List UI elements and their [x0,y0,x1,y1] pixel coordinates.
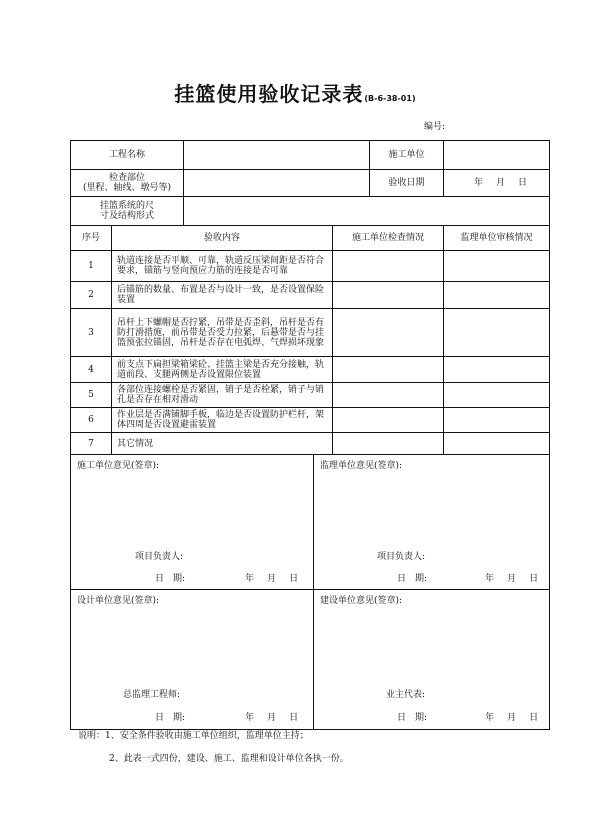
owner-date-month: 月 [507,713,517,723]
owner-representative-label: 业主代表: [386,690,426,700]
table-row [71,407,549,432]
contractor-opinion-box[interactable] [71,455,313,589]
designer-date-text: 日 期: [155,713,186,723]
item-no: 5 [88,390,94,400]
opinion-row-1 [71,454,549,589]
note-line-2: 2、此表一式四份，建设、施工、监理和设计单位各执一份。 [109,754,349,764]
contractor-check-field[interactable] [332,383,443,407]
table-row [71,281,549,308]
owner-date-year: 年 [485,713,495,723]
row-system-structure [71,196,549,225]
supervisor-review-field[interactable] [443,357,549,382]
system-structure-label [71,197,183,225]
table-row [71,382,549,407]
designer-date-month: 月 [267,713,277,723]
contractor-date-year: 年 [245,574,255,584]
item-no: 6 [88,415,94,425]
note-line-1: 说明：1、安全条件验收由施工单位组织，监理单位主持； [78,731,309,741]
supervisor-review-field[interactable] [443,282,549,308]
owner-opinion-title: 建设单位意见(签章): [320,596,403,606]
opinion-row-2 [71,589,549,729]
item-no: 3 [88,327,94,338]
table-row [71,356,549,382]
supervisor-date-label [397,574,538,584]
row-project-name [71,141,549,169]
table-row [71,432,549,454]
system-structure-label-line1: 挂篮系统的尺 [99,201,154,211]
serial-number-label: 编号: [424,122,446,132]
form-title [0,78,590,107]
supervisor-date-year: 年 [485,574,495,584]
supervisor-review-field[interactable] [443,383,549,407]
contractor-check-field[interactable] [332,282,443,308]
table-header-row [71,225,549,250]
designer-date-label [155,713,298,723]
supervisor-project-leader-label: 项目负责人: [377,552,426,562]
supervisor-opinion-box[interactable] [313,455,549,589]
system-structure-label-line2: 寸及结构形式 [99,211,154,221]
owner-date-day: 日 [529,713,539,723]
chief-supervisor-label: 总监理工程师: [123,690,181,700]
form-code: (B-6-38-01) [364,94,416,103]
supervisor-date-month: 月 [507,574,517,584]
owner-opinion-box[interactable] [313,590,549,729]
contractor-project-leader-label: 项目负责人: [135,552,184,562]
item-content: 轨道连接是否平顺、可靠，轨道反压梁间距是否符合要求，锚筋与竖向预应力筋的连接是否可靠 [111,251,332,281]
project-name-field[interactable] [183,141,369,169]
owner-date-label [397,713,538,723]
item-content: 作业层是否满铺脚手板，临边是否设置防护栏杆，架体四周是否设置避雷装置 [111,408,332,432]
supervisor-review-field[interactable] [443,309,549,356]
acceptance-date-field[interactable] [443,170,549,196]
acceptance-date-day: 日 [517,178,527,188]
supervisor-date-text: 日 期: [397,574,428,584]
inspect-part-field[interactable] [183,170,369,196]
contractor-date-month: 月 [267,574,277,584]
designer-opinion-box[interactable] [71,590,313,729]
table-row [71,250,549,281]
acceptance-date-month: 月 [495,178,505,188]
supervisor-review-field[interactable] [443,408,549,432]
header-no: 序号 [81,233,100,243]
header-content: 验收内容 [111,226,332,250]
header-contractor-check: 施工单位检查情况 [332,226,443,250]
item-content: 吊杆上下螺帽是否拧紧，吊带是否歪斜，吊杆是否有防打滑措施，前吊带是否受力拉紧，后悬带是否与挂篮预张拉锚固，吊杆是否存在电弧焊、气焊损坏现象 [111,309,332,356]
item-content: 各部位连接螺栓是否紧固，销子是否栓紧，销子与销孔是否存在相对滑动 [111,383,332,407]
acceptance-date-label: 验收日期 [369,170,443,196]
inspect-part-label-line1: 检查部位 [108,173,145,183]
contractor-date-day: 日 [289,574,299,584]
item-content: 前支点下扁担梁箱梁砼、挂篮主梁是否充分接触，轨道前段、支腿两侧是否设置限位装置 [111,357,332,382]
contractor-check-field[interactable] [332,357,443,382]
system-structure-field[interactable] [183,197,549,225]
contractor-date-label [155,574,298,584]
supervisor-opinion-title: 监理单位意见(签章): [320,461,403,471]
supervisor-review-field[interactable] [443,251,549,281]
row-inspect-part [71,169,549,196]
designer-opinion-title: 设计单位意见(签章): [77,596,160,606]
contractor-date-text: 日 期: [155,574,186,584]
supervisor-date-day: 日 [529,574,539,584]
owner-date-text: 日 期: [397,713,428,723]
designer-date-year: 年 [245,713,255,723]
acceptance-form-table [70,140,550,730]
item-no: 2 [88,290,94,300]
form-title-text: 挂篮使用验收记录表 [174,82,364,106]
header-supervisor-review: 监理单位审核情况 [443,226,549,250]
inspect-part-label-line2: (里程、轴线、墩号等) [82,183,172,193]
project-name-label: 工程名称 [108,150,145,160]
contractor-check-field[interactable] [332,251,443,281]
table-row [71,308,549,356]
item-no: 4 [88,364,94,375]
item-content: 其它情况 [111,433,332,454]
item-no: 1 [88,261,94,271]
item-content: 后锚筋的数量、布置是否与设计一致，是否设置保险装置 [111,282,332,308]
construction-unit-label: 施工单位 [369,141,443,169]
contractor-opinion-title: 施工单位意见(签章): [77,461,160,471]
construction-unit-field[interactable] [443,141,549,169]
contractor-check-field[interactable] [332,433,443,454]
inspect-part-label [71,170,183,196]
item-no: 7 [88,438,94,449]
acceptance-date-year: 年 [473,178,483,188]
supervisor-review-field[interactable] [443,433,549,454]
designer-date-day: 日 [289,713,299,723]
contractor-check-field[interactable] [332,309,443,356]
contractor-check-field[interactable] [332,408,443,432]
